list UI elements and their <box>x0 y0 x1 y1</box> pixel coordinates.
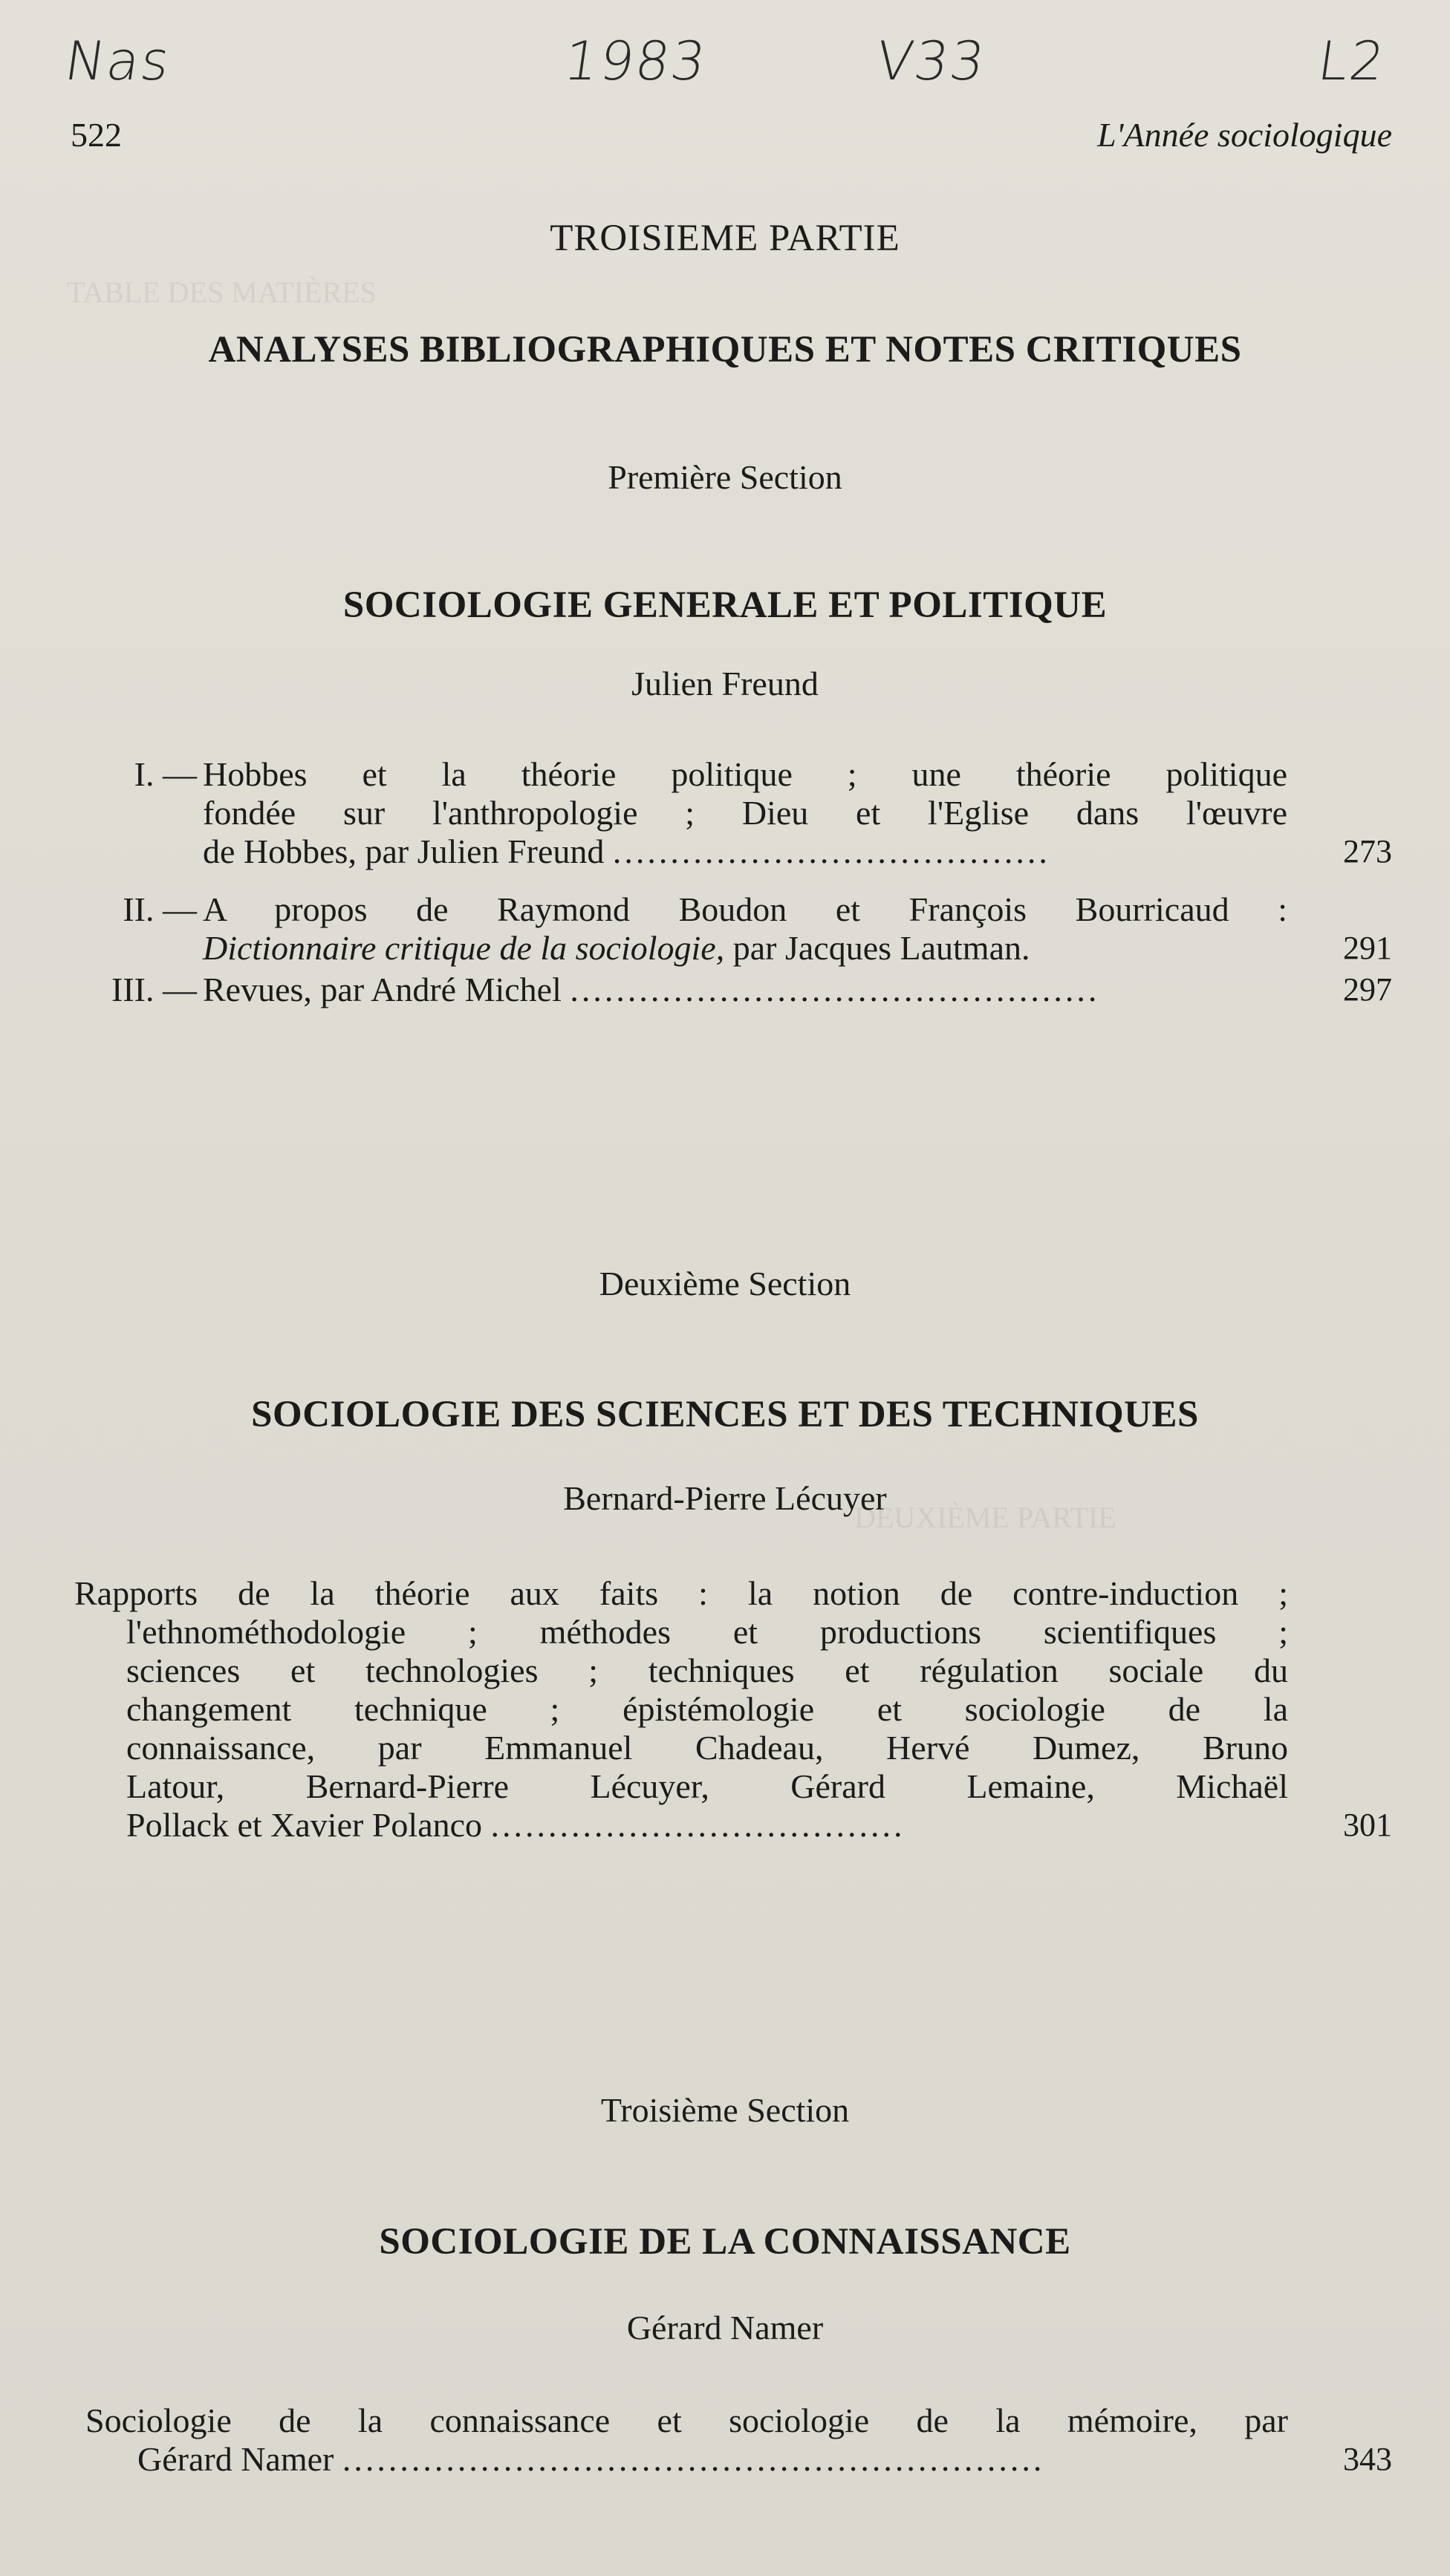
entry-page: 301 <box>1343 1807 1392 1843</box>
entry-page: 297 <box>1343 971 1392 1008</box>
section-title: SOCIOLOGIE GENERALE ET POLITIQUE <box>342 584 1108 626</box>
entry-line: changement technique ; épistémologie et sociologie de la <box>126 1690 1288 1728</box>
section-editor: Gérard Namer <box>626 2309 824 2347</box>
handwritten-annotation: Nas <box>61 30 175 92</box>
entry-line: A propos de Raymond Boudon et François Bourricaud : <box>203 890 1287 928</box>
entry-page: 291 <box>1343 930 1392 966</box>
section-editor: Julien Freund <box>631 665 819 702</box>
entry-line: Sociologie de la connaissance et sociologie de la mémoire, par <box>85 2401 1288 2439</box>
entry-number: III. — <box>111 971 197 1008</box>
entry-page: 273 <box>1343 833 1392 870</box>
entry-number: I. — <box>134 755 197 793</box>
entry-line: de Hobbes, par Julien Freund ...................................... <box>203 832 1050 870</box>
running-title: L'Année sociologique <box>1097 116 1392 154</box>
section-label: Troisième Section <box>600 2091 850 2129</box>
entry-line: Hobbes et la théorie politique ; une théorie politique <box>203 755 1287 793</box>
entry-line: Latour, Bernard-Pierre Lécuyer, Gérard Lemaine, Michaël <box>126 1767 1288 1805</box>
entry-line: Dictionnaire critique de la sociologie, par Jacques Lautman. <box>203 929 1030 967</box>
section-label: Première Section <box>608 458 842 496</box>
entry-line: connaissance, par Emmanuel Chadeau, Hervé Dumez, Bruno <box>126 1729 1288 1767</box>
show-through-text: DEUXIÈME PARTIE <box>854 1501 1116 1534</box>
entry-number: II. — <box>123 890 197 928</box>
entry-line: Rapports de la théorie aux faits : la notion de contre-induction ; <box>74 1574 1288 1612</box>
handwritten-annotation: 1983 <box>560 30 712 92</box>
section-label: Deuxième Section <box>599 1265 851 1302</box>
entry-line: fondée sur l'anthropologie ; Dieu et l'Eglise dans l'œuvre <box>203 794 1287 832</box>
page-number: 522 <box>71 116 122 154</box>
handwritten-annotation: L2 <box>1314 30 1390 92</box>
section-title: SOCIOLOGIE DES SCIENCES ET DES TECHNIQUES <box>251 1394 1199 1435</box>
section-editor: Bernard-Pierre Lécuyer <box>563 1479 887 1517</box>
entry-line: Gérard Namer ............................................................. <box>137 2440 1045 2478</box>
show-through-text: TABLE DES MATIÈRES <box>67 275 377 309</box>
entry-line: l'ethnométhodologie ; méthodes et productions scientifiques ; <box>126 1613 1288 1651</box>
entry-line: Revues, par André Michel .............................................. <box>203 971 1100 1008</box>
handwritten-annotation: V33 <box>872 30 990 92</box>
part-label: TROISIEME PARTIE <box>550 218 900 259</box>
entry-page: 343 <box>1343 2441 1392 2477</box>
entry-line: sciences et technologies ; techniques et régulation sociale du <box>126 1651 1288 1689</box>
section-title: SOCIOLOGIE DE LA CONNAISSANCE <box>379 2221 1071 2263</box>
entry-line: Pollack et Xavier Polanco .................................... <box>126 1806 906 1844</box>
part-title: ANALYSES BIBLIOGRAPHIQUES ET NOTES CRITIQUES <box>208 329 1242 371</box>
